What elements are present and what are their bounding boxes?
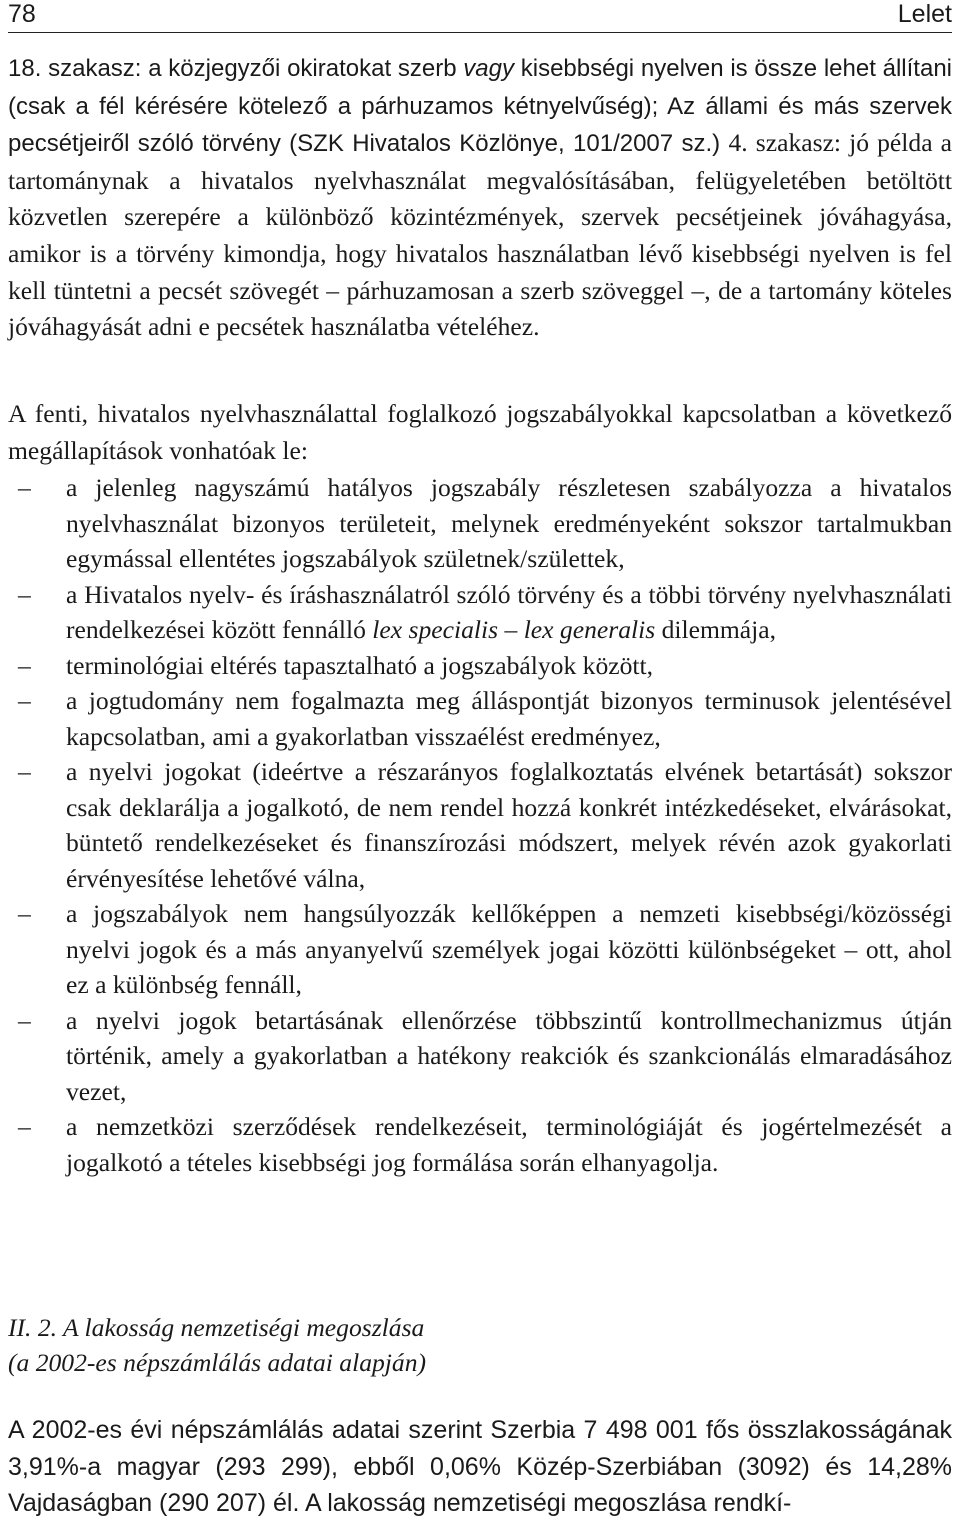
running-head — [8, 0, 952, 30]
page-number: 78 — [8, 0, 36, 28]
list-item — [8, 754, 952, 896]
list-item-text: a nyelvi jogok betartásának ellenőrzése többszintű kontrollmechanizmus útján történik, amely a gyakorlatban a hatékony reakciók és szankcionálás elmaradásához vezet, — [66, 1005, 952, 1106]
list-item — [8, 896, 952, 1003]
findings-list — [8, 470, 952, 1180]
dash-marker: – — [18, 1112, 31, 1141]
list-item — [8, 470, 952, 577]
list-item — [8, 683, 952, 754]
paragraph-findings-intro: A fenti, hivatalos nyelvhasználattal foglalkozó jogszabályokkal kapcsolatban a következő megállapítások vonhatóak le: — [8, 399, 952, 465]
dash-marker: – — [18, 757, 31, 786]
list-item-text-tail: dilemmája, — [655, 615, 776, 644]
paragraph-census — [8, 1412, 952, 1522]
running-title: Lelet — [897, 0, 952, 28]
section-subheading: (a 2002-es népszámlálás adatai alapján) — [8, 1348, 427, 1377]
list-item — [8, 648, 952, 684]
italic-word: vagy — [463, 55, 514, 82]
dash-marker: – — [18, 650, 31, 680]
dash-marker: – — [18, 686, 31, 715]
list-item — [8, 577, 952, 648]
italic-term: lex specialis — [372, 615, 499, 644]
paragraph-sans-segment: 18. szakasz: a közjegyzői okiratokat szerb — [8, 55, 464, 82]
list-item-text: a nyelvi jogokat (ideértve a részarányos foglalkoztatás elvének betartását) sokszor csak deklarálja a jogalkotó, de nem rendel hozzá konkrét intézkedéseket, elvárásokat, büntető rendelkezéseket és finanszírozási módszert, melyek révén azok gyakorlati érvényesítése lehetővé válna, — [66, 757, 952, 893]
list-item-text: a jelenleg nagyszámú hatályos jogszabály részletesen szabályozza a hivatalos nyelvhasználat bizonyos területeit, melynek eredményeként sokszor tartalmukban egymással ellentétes jogszabályok születnek/születtek, — [66, 473, 952, 573]
list-item-text: a Hivatalos nyelv- és íráshasználatról szóló törvény és a többi törvény nyelvhasználati rendelkezései között fennálló — [66, 579, 952, 644]
dash-marker: – — [18, 579, 31, 609]
dash-marker: – — [18, 899, 31, 928]
list-item-text: a jogtudomány nem fogalmazta meg álláspontját bizonyos terminusok jelentésével kapcsolatban, ami a gyakorlatban visszaélést eredményez, — [66, 686, 952, 751]
paragraph-legal-provisions — [8, 50, 952, 346]
list-item — [8, 1109, 952, 1180]
header-rule — [8, 32, 952, 33]
list-item — [8, 1003, 952, 1110]
paragraph-serif-segment: 4. szakasz: jó példa a tartománynak a hivatalos nyelvhasználat megvalósításában, felügyeletében betöltött közvetlen szerepére a különböző közintézmények, szervek pecsétjeinek jóváhagyása, amikor is a törvény kimondja, hogy hivatalos használatban lévő kisebbségi nyelven is fel kell tüntetni a pecsét szövegét – párhuzamosan a szerb szöveggel –, de a tartomány köteles jóváhagyását adni e pecsétek használatba vételéhez. — [8, 128, 952, 342]
dash-marker: – — [18, 1005, 31, 1035]
dash-marker: – — [18, 473, 31, 502]
census-text: A 2002-es évi népszámlálás adatai szerint Szerbia 7 498 001 fős összlakosságának 3,91%-a magyar (293 299), ebből 0,06% Közép-Szerbiában (3092) és 14,28% Vajdaságban (290 207) él. A lakosság nemzetiségi megoszlása rendkí- — [8, 1416, 952, 1518]
term-separator: – — [498, 615, 524, 644]
list-item-text: terminológiai eltérés tapasztalható a jogszabályok között, — [66, 650, 654, 680]
italic-term: lex generalis — [523, 615, 656, 644]
list-item-text: a jogszabályok nem hangsúlyozzák kellőképpen a nemzeti kisebbségi/közösségi nyelvi jogok és a más anyanyelvű személyek jogai közötti különbségeket – ott, ahol ez a különbség fennáll, — [66, 899, 952, 999]
paragraph-sans-segment-2: kisebbségi nyelven is össze lehet állítani (csak a fél kérésére kötelező a párhuzamos kétnyelvűség); Az állami és más szervek pecsétjeiről szóló törvény (SZK Hivatalos Közlönye, 101/2007 sz.) — [8, 55, 952, 158]
section-heading: II. 2. A lakosság nemzetiségi megoszlása — [8, 1313, 425, 1342]
list-item-text: a nemzetközi szerződések rendelkezéseit, terminológiáját és jogértelmezését a jogalkotó a tételes kisebbségi jog formálása során elhanyagolja. — [66, 1112, 952, 1177]
